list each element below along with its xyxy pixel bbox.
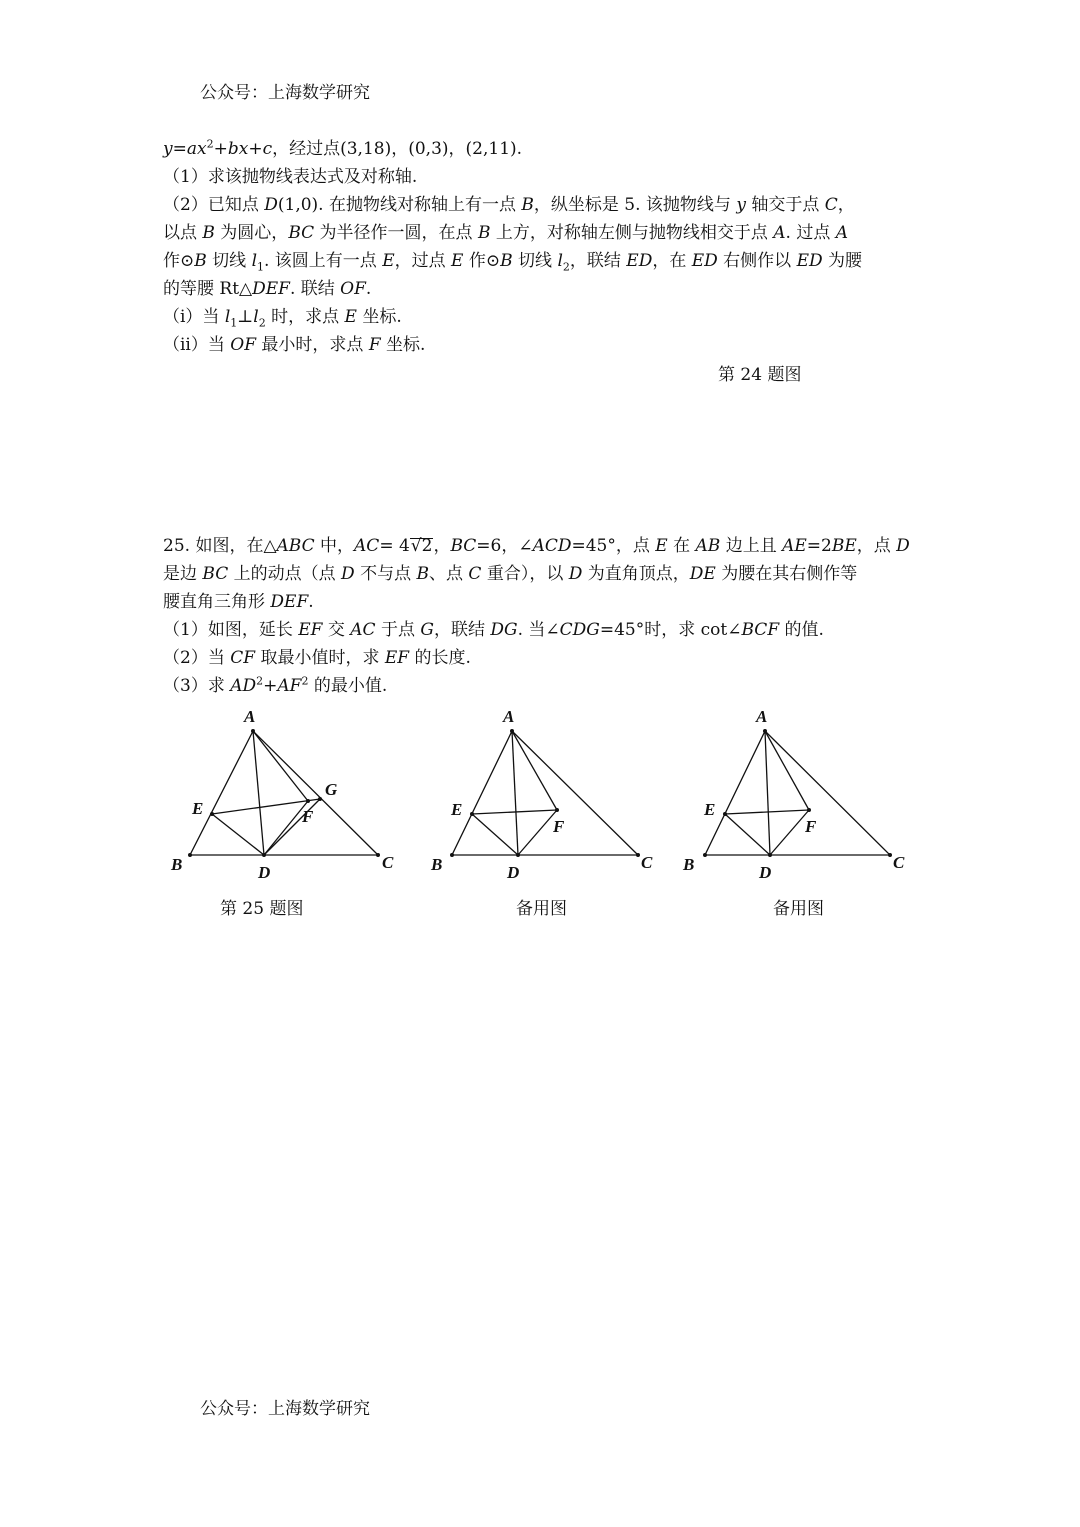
fig2-label-D: D <box>507 863 520 882</box>
q25-line1: 25. 如图，在△ABC 中，AC= 4√2，BC=6，∠ACD=45°，点 E 在 AB 边上且 AE=2BE，点 D <box>163 536 910 556</box>
q25-line2: 是边 BC 上的动点（点 D 不与点 B、点 C 重合），以 D 为直角顶点，DE 为腰在其右侧作等 <box>163 564 858 584</box>
fig1-label-D: D <box>258 863 271 882</box>
fig3-label-E: E <box>704 800 716 819</box>
fig1-label-G: G <box>325 780 338 799</box>
fig2-label-A: A <box>503 707 515 726</box>
fig1-label-E: E <box>192 799 204 818</box>
q24-part2-line3: 作⊙B 切线 $l_1$. 该圆上有一点 E，过点 E 作⊙B 切线 $l_2$，联结 ED，在 ED 右侧作以 ED 为腰 <box>163 251 863 274</box>
figure-2-lines <box>452 731 638 855</box>
fig3-label-C: C <box>893 853 905 872</box>
fig2-label-E: E <box>451 800 463 819</box>
fig3-label-F: F <box>805 817 817 836</box>
fig2-label-C: C <box>641 853 653 872</box>
q24-intro: $y=ax^2+bx+c$，经过点(3,18)，(0,3)，(2,11). <box>163 137 523 159</box>
q24-part2-line1: （2）已知点 D(1,0). 在抛物线对称轴上有一点 B，纵坐标是 5. 该抛物线与 y 轴交于点 C， <box>163 195 855 215</box>
figure-1-lines <box>190 731 378 855</box>
q24-part2-line4: 的等腰 Rt△DEF. 联结 OF. <box>163 279 372 299</box>
q24-part2-ii: （ii）当 OF 最小时，求点 F 坐标. <box>163 335 426 355</box>
backup-figure-caption-2: 备用图 <box>773 899 824 919</box>
fig3-label-A: A <box>756 707 768 726</box>
fig3-label-B: B <box>683 855 695 874</box>
q24-figure-caption: 第 24 题图 <box>718 365 802 385</box>
fig1-label-B: B <box>171 855 183 874</box>
fig2-label-F: F <box>553 817 565 836</box>
fig2-label-B: B <box>431 855 443 874</box>
q25-part2: （2）当 CF 取最小值时，求 EF 的长度. <box>163 648 471 668</box>
q24-part2-line2: 以点 B 为圆心，BC 为半径作一圆，在点 B 上方，对称轴左侧与抛物线相交于点 A. 过点 A <box>163 223 849 243</box>
q24-part1: （1）求该抛物线表达式及对称轴. <box>163 167 418 187</box>
fig1-label-A: A <box>244 707 256 726</box>
page-footer: 公众号：上海数学研究 <box>200 1399 370 1419</box>
q25-part1: （1）如图，延长 EF 交 AC 于点 G，联结 DG. 当∠CDG=45°时，求 cot∠BCF 的值. <box>163 620 824 640</box>
fig3-label-D: D <box>759 863 772 882</box>
fig1-label-F: F <box>302 807 314 826</box>
figure-3-lines <box>705 731 890 855</box>
q25-line3: 腰直角三角形 DEF. <box>163 592 314 612</box>
fig1-label-C: C <box>382 853 394 872</box>
q25-part3: （3）求 $AD^2+AF^2$ 的最小值. <box>163 674 388 696</box>
page-header: 公众号：上海数学研究 <box>200 83 370 103</box>
backup-figure-caption-1: 备用图 <box>516 899 567 919</box>
q25-figure-caption: 第 25 题图 <box>220 899 304 919</box>
q24-part2-i: （i）当 $l_1\perp l_2$ 时，求点 E 坐标. <box>163 307 402 330</box>
